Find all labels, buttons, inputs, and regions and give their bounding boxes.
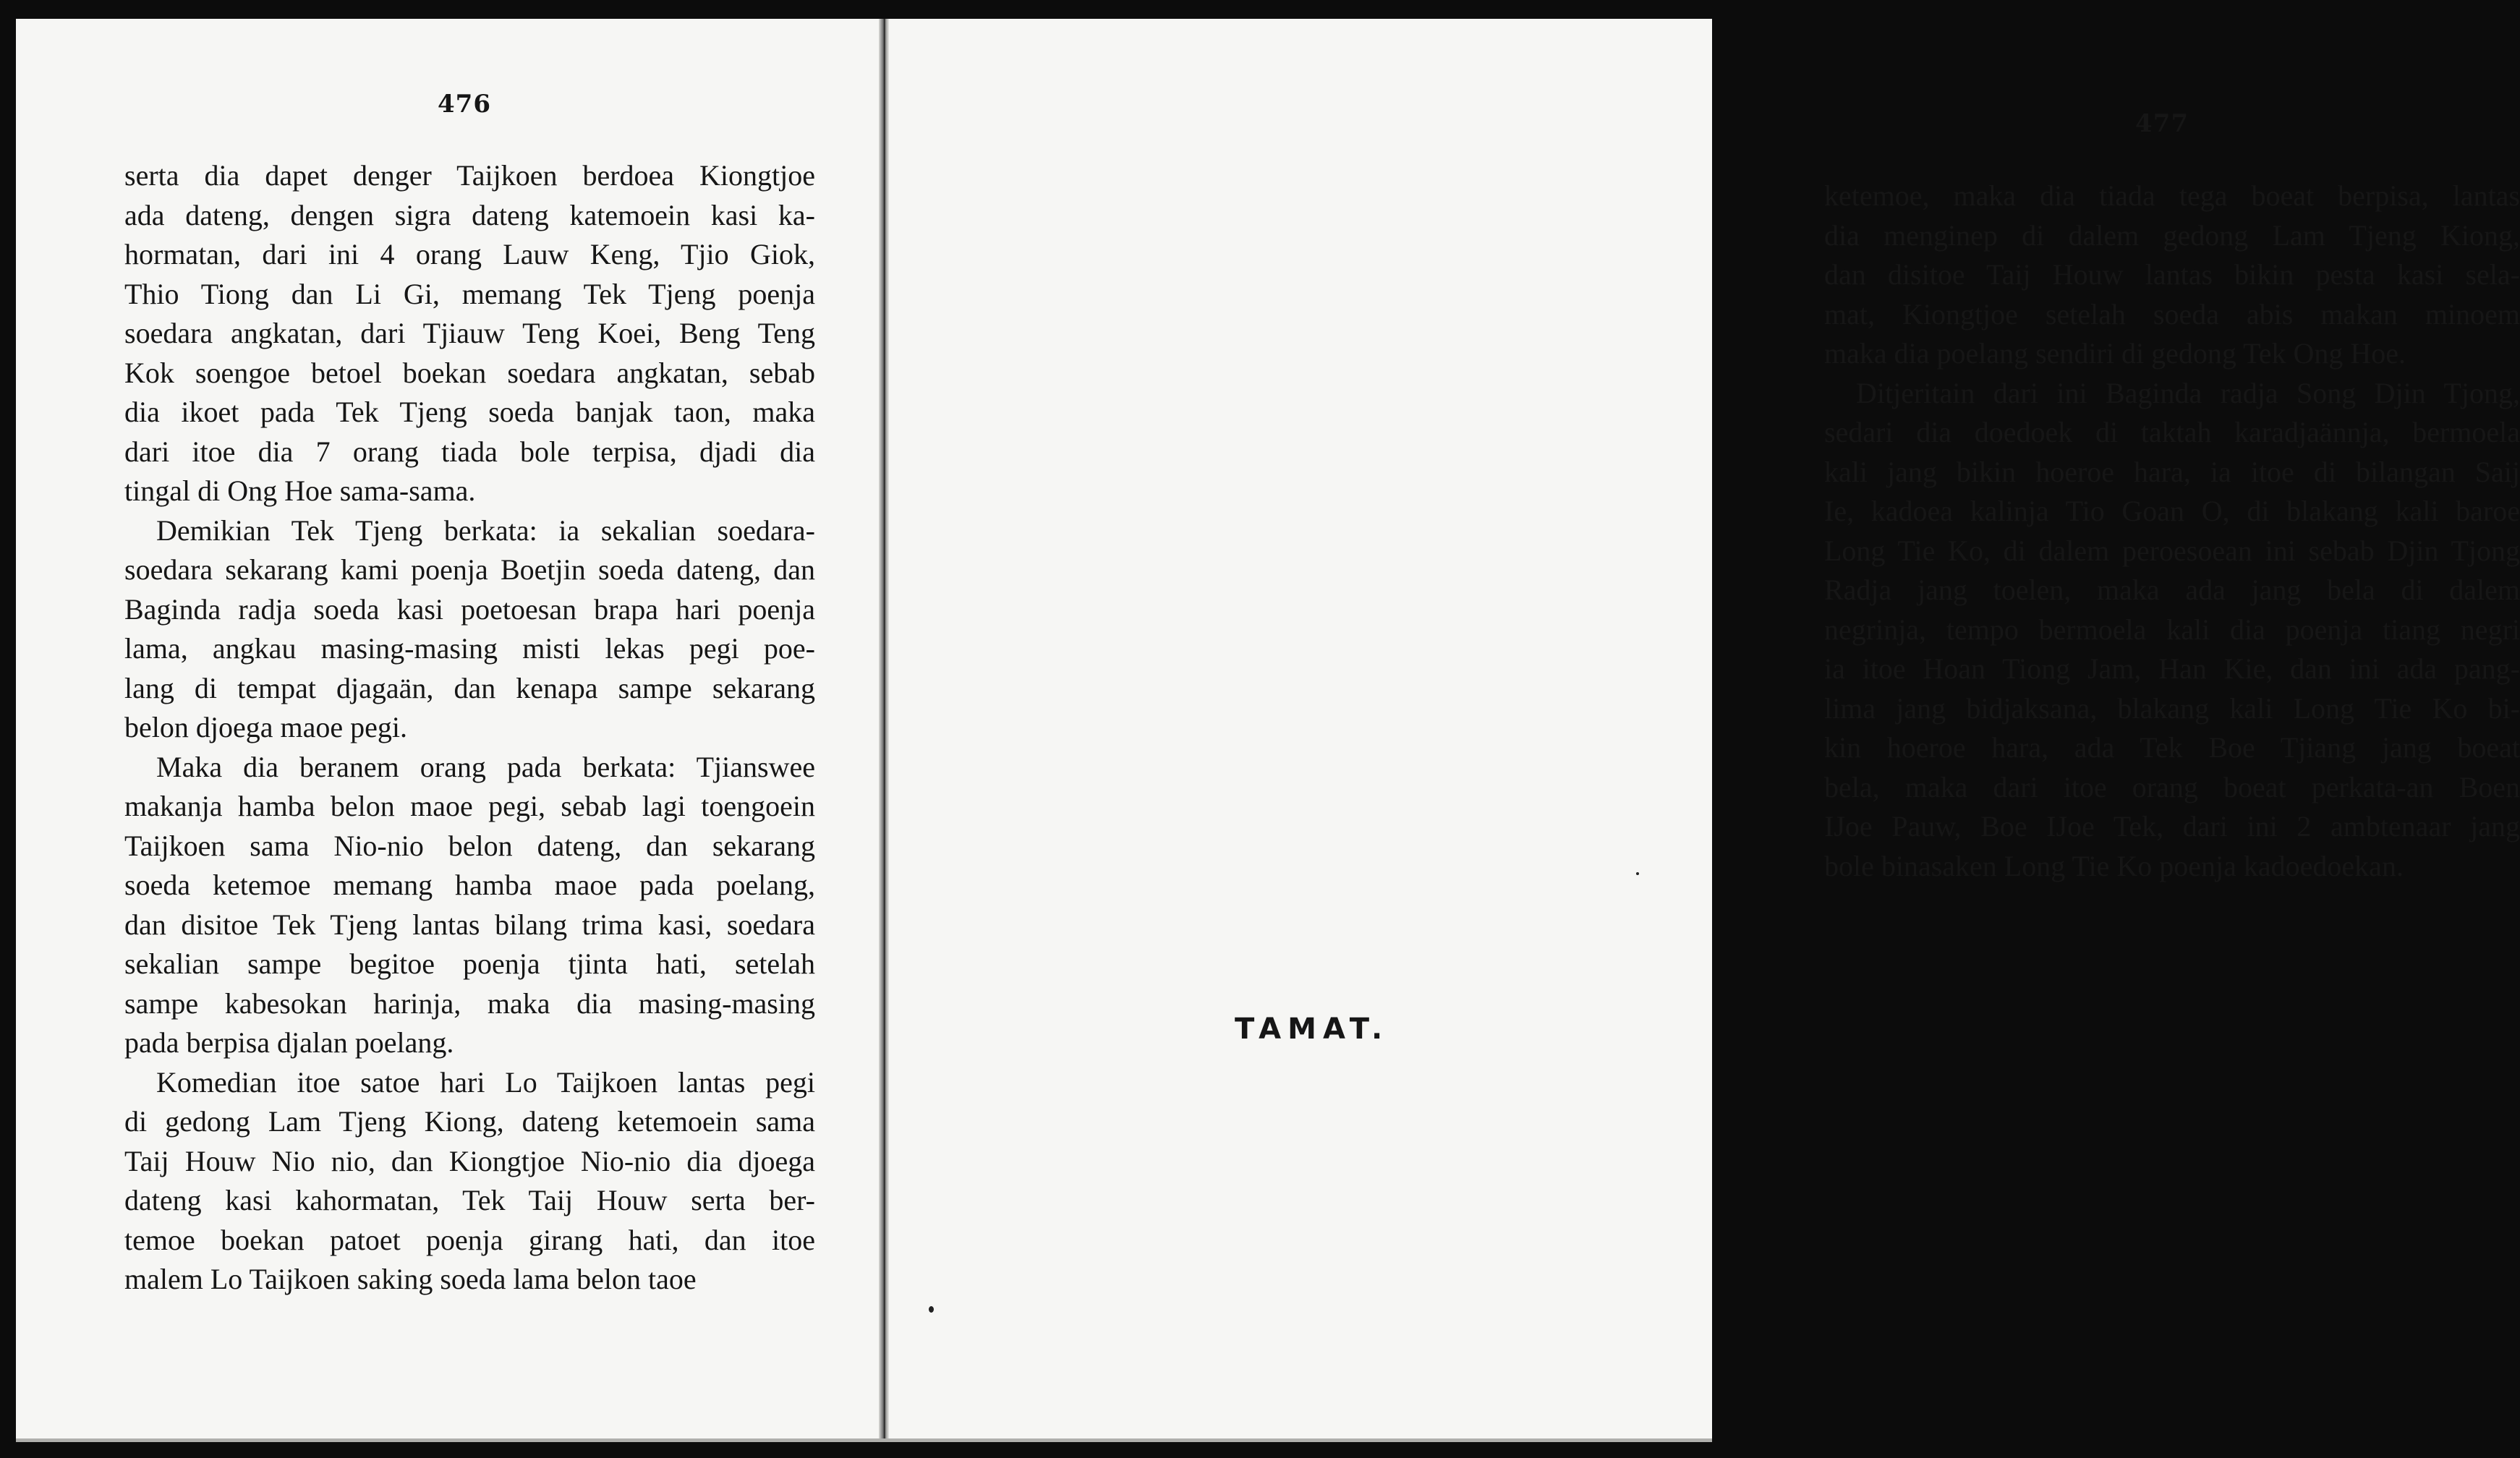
page-number-left: 476 (438, 90, 491, 119)
text-line: Maka dia beranem orang pada berkata: Tjianswee (156, 750, 815, 783)
colophon-tamat: TAMAT. (1235, 1012, 1389, 1046)
text-line: belon djoega maoe pegi. (124, 711, 407, 743)
text-line: soedara angkatan, dari Tjiauw Teng Koei, Beng Teng (124, 317, 815, 349)
text-line: Baginda radja soeda kasi poetoesan brapa hari poenja (124, 592, 815, 626)
text-line: mat, Kiongtjoe setelah soeda abis makan minoem (1824, 297, 2520, 331)
text-line: hormatan, dari ini 4 orang Lauw Keng, Tjio Giok, (124, 238, 815, 270)
text-line: Kok soengoe betoel boekan soedara angkatan, sebab (124, 356, 815, 389)
paragraph (124, 511, 815, 748)
text-line: kin hoeroe hara, ada Tek Boe Tjiang jang boeat (1824, 731, 2520, 764)
text-line: Taijkoen sama Nio-nio belon dateng, dan sekarang (124, 829, 815, 862)
text-line: sekalian sampe begitoe poenja tjinta hati, setelah (124, 947, 815, 980)
book-spine (879, 19, 889, 1442)
text-line: Demikian Tek Tjeng berkata: ia sekalian soedara- (156, 513, 815, 547)
text-line: Ie, kadoea kalinja Tio Goan O, di blakang kali baroe (1824, 495, 2520, 527)
paragraph (124, 156, 815, 511)
text-line: lima jang bidjaksana, blakang kali Long Tie Ko bi- (1824, 691, 2520, 725)
page-number-right: 477 (2135, 109, 2189, 138)
left-page (16, 19, 884, 1442)
right-page (884, 19, 2520, 1442)
text-line: serta dia dapet denger Taijkoen berdoea Kiongtjoe (124, 159, 815, 192)
text-line: bole binasaken Long Tie Ko poenja kadoedoekan. (1824, 849, 2404, 882)
text-line: tingal di Ong Hoe sama-sama. (124, 474, 476, 507)
text-line: ketemoe, maka dia tiada tega boeat berpisa, lantas (1824, 179, 2520, 212)
paragraph (124, 748, 815, 1063)
ink-speck (1636, 872, 1639, 875)
text-line: bela, maka dari itoe orang boeat perkata-an Boen (1824, 770, 2520, 803)
text-line: temoe boekan patoet poenja girang hati, dan itoe (124, 1223, 815, 1256)
text-line: soeda ketemoe memang hamba maoe pada poelang, (124, 869, 815, 901)
text-line: sampe kabesokan harinja, maka dia masing-masing (124, 986, 815, 1020)
text-line: pada berpisa djalan poelang. (124, 1026, 454, 1059)
text-line: dateng kasi kahormatan, Tek Taij Houw serta ber- (124, 1184, 815, 1216)
text-line: ada dateng, dengen sigra dateng katemoein kasi ka- (124, 198, 815, 231)
text-line: dari itoe dia 7 orang tiada bole terpisa, djadi dia (124, 435, 815, 468)
text-line: maka dia poelang sendiri di gedong Tek Ong Hoe. (1824, 337, 2406, 370)
text-line: dan disitoe Taij Houw lantas bikin pesta kasi sela- (1824, 258, 2520, 291)
text-line: IJoe Pauw, Boe IJoe Tek, dari ini 2 ambtenaar jang (1824, 810, 2520, 843)
ink-speck (929, 1306, 934, 1313)
text-line: di gedong Lam Tjeng Kiong, dateng ketemoein sama (124, 1105, 815, 1138)
text-line: malem Lo Taijkoen saking soeda lama belon taoe (124, 1263, 697, 1295)
text-line: Komedian itoe satoe hari Lo Taijkoen lantas pegi (156, 1065, 815, 1099)
text-line: lama, angkau masing-masing misti lekas pegi poe- (124, 632, 815, 665)
text-line: ia itoe Hoan Tiong Jam, Han Kie, dan ini ada pang- (1824, 652, 2520, 685)
scanned-book-spread (16, 19, 2520, 1442)
paragraph (124, 1063, 815, 1300)
text-line: lang di tempat djagaän, dan kenapa sampe sekarang (124, 671, 815, 704)
text-line: Taij Houw Nio nio, dan Kiongtjoe Nio-nio dia djoega (124, 1144, 815, 1177)
text-line: Ditjeritain dari ini Baginda radja Song Djin Tjong, (1856, 376, 2520, 409)
text-line: Long Tie Ko, di dalem peroesoean ini sebab Djin Tjong (1824, 534, 2520, 567)
paragraph (1824, 374, 2520, 887)
paragraph (1824, 176, 2520, 374)
text-line: Radja jang toelen, maka ada jang bela di dalem (1824, 574, 2520, 606)
text-line: makanja hamba belon maoe pegi, sebab lagi toengoein (124, 790, 815, 822)
text-line: soedara sekarang kami poenja Boetjin soeda dateng, dan (124, 553, 815, 586)
page-edge-bottom (16, 1438, 1712, 1442)
text-line: negrinja, tempo bermoela kali dia poenja tiang negri (1824, 613, 2520, 646)
left-page-text (124, 156, 815, 1300)
text-line: kali jang bikin hoeroe hara, ia itoe di bilangan Saij (1824, 455, 2520, 488)
text-line: dia menginep di dalem gedong Lam Tjeng Kiong, (1824, 218, 2520, 252)
text-line: dia ikoet pada Tek Tjeng soeda banjak taon, maka (124, 396, 815, 428)
right-page-text (1824, 176, 2520, 886)
text-line: sedari dia doedoek di taktah karadjaännja, bermoela (1824, 416, 2520, 448)
text-line: Thio Tiong dan Li Gi, memang Tek Tjeng poenja (124, 277, 815, 310)
text-line: dan disitoe Tek Tjeng lantas bilang trima kasi, soedara (124, 908, 815, 941)
